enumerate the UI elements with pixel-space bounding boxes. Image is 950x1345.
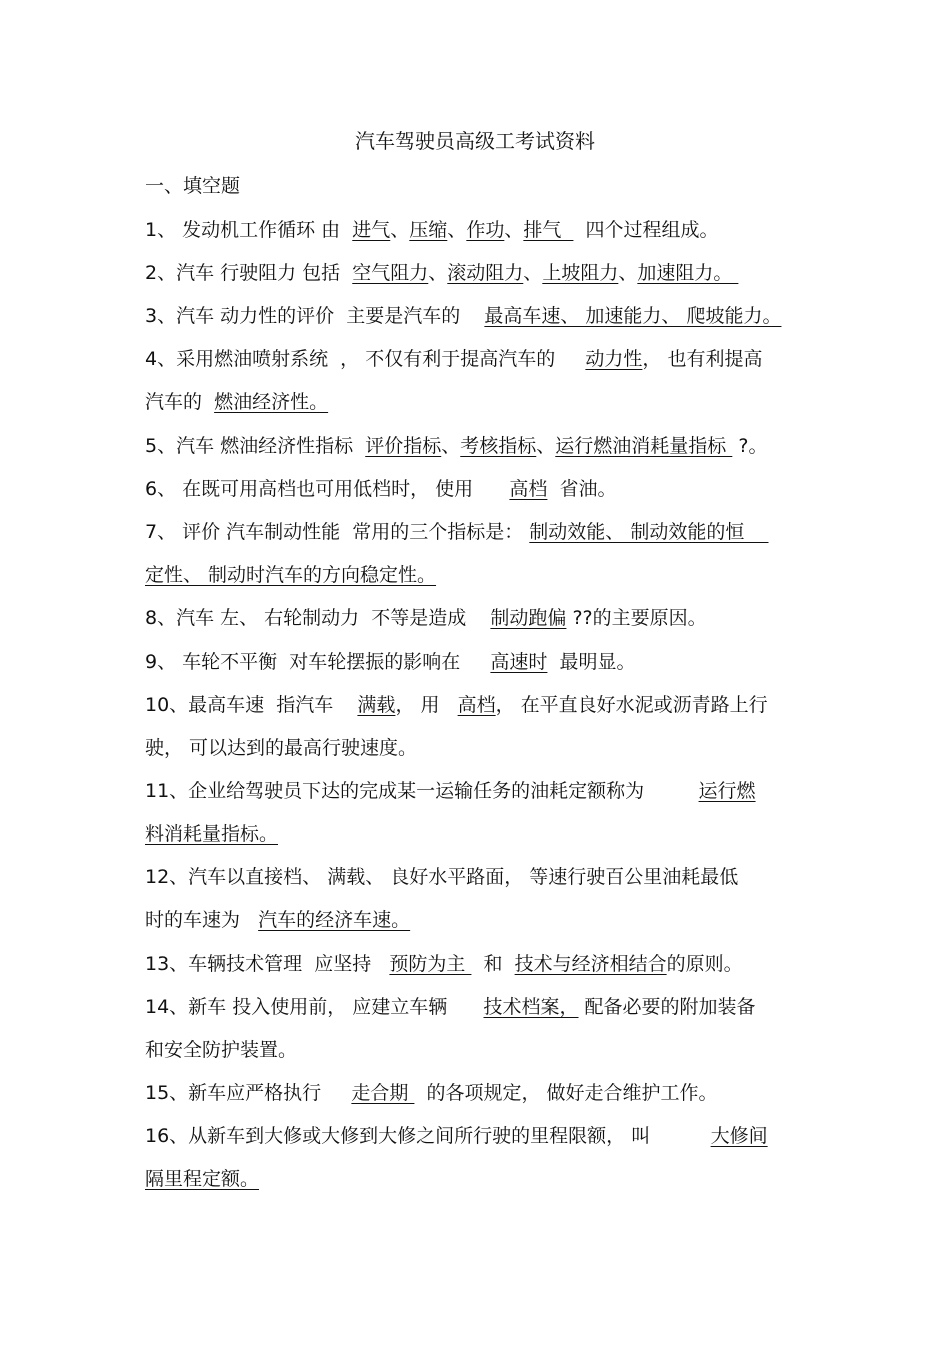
q6-text: 省油。	[547, 478, 617, 500]
q7-text: 7、 评价 汽车制动性能 常用的三个指标是：	[145, 521, 530, 543]
q13-answer-1: 预防为主	[389, 953, 472, 975]
question-16	[145, 1122, 768, 1150]
q10-text: ， 用	[395, 694, 458, 716]
q5-answer-3: 运行燃油消耗量指标	[555, 435, 733, 457]
question-11-cont	[145, 820, 278, 848]
q1-answer-3: 作功	[466, 219, 505, 241]
q6-answer: 高档	[509, 478, 548, 500]
question-3	[145, 302, 781, 330]
question-14	[145, 993, 756, 1021]
question-8	[145, 604, 707, 632]
q1-sep: 、	[447, 219, 467, 241]
q13-text: 的原则。	[666, 953, 743, 975]
q4-text: ， 也有利提高	[642, 348, 763, 370]
q1-sep: 、	[504, 219, 524, 241]
q5-answer-1: 评价指标	[365, 435, 442, 457]
q4-answer-1: 动力性	[585, 348, 643, 370]
question-13	[145, 950, 743, 978]
question-4	[145, 345, 762, 373]
question-11	[145, 777, 756, 805]
question-6	[145, 475, 617, 503]
q9-text: 9、 车轮不平衡 对车轮摆振的影响在	[145, 651, 491, 673]
q2-text: 2、汽车 行驶阻力 包括	[145, 262, 353, 284]
q3-answer: 最高车速、 加速能力、 爬坡能力。	[484, 305, 782, 327]
q16-text: 16、从新车到大修或大修到大修之间所行驶的里程限额， 叫	[145, 1125, 711, 1147]
q2-answer-1: 空气阻力	[352, 262, 429, 284]
q14-answer: 技术档案，	[483, 996, 579, 1018]
q5-answer-2: 考核指标	[460, 435, 537, 457]
q7-answer-cont: 定性、 制动时汽车的方向稳定性。	[145, 564, 437, 586]
question-10	[145, 691, 768, 719]
q10-answer-1: 满载	[357, 694, 396, 716]
question-12-cont	[145, 906, 410, 934]
q16-answer: 大修间	[710, 1125, 768, 1147]
q2-sep: 、	[618, 262, 638, 284]
q10-text: 10、最高车速 指汽车	[145, 694, 358, 716]
q15-answer: 走合期	[351, 1082, 415, 1104]
q1-answer-2: 压缩	[409, 219, 448, 241]
q13-text: 13、车辆技术管理 应坚持	[145, 953, 390, 975]
q12-answer: 汽车的经济车速。	[258, 909, 411, 931]
q10-answer-2: 高档	[457, 694, 496, 716]
q11-answer: 运行燃	[698, 780, 756, 802]
q14-text: 配备必要的附加装备	[578, 996, 756, 1018]
q4-text: 4、采用燃油喷射系统 ， 不仅有利于提高汽车的	[145, 348, 586, 370]
q10-text: ， 在平直良好水泥或沥青路上行	[495, 694, 768, 716]
question-5	[145, 432, 767, 460]
question-12: 12、汽车以直接档、 满载、 良好水平路面， 等速行驶百公里油耗最低	[145, 866, 739, 888]
question-14-cont: 和安全防护装置。	[145, 1039, 298, 1061]
q11-answer-cont: 料消耗量指标。	[145, 823, 279, 845]
q13-answer-2: 技术与经济相结合	[514, 953, 667, 975]
q1-answer-1: 进气	[352, 219, 391, 241]
q15-text: 的各项规定， 做好走合维护工作。	[414, 1082, 718, 1104]
q1-text: 四个过程组成。	[573, 219, 719, 241]
q2-answer-2: 滚动阻力	[447, 262, 524, 284]
q6-text: 6、 在既可用高档也可用低档时， 使用	[145, 478, 510, 500]
document-title: 汽车驾驶员高级工考试资料	[355, 129, 595, 153]
q5-sep: 、	[536, 435, 556, 457]
q4-text: 汽车的	[145, 391, 215, 413]
q14-text: 14、新车 投入使用前， 应建立车辆	[145, 996, 484, 1018]
question-15	[145, 1079, 718, 1107]
q5-text: ?。	[732, 435, 768, 457]
section-heading: 一、填空题	[145, 175, 241, 197]
q11-text: 11、企业给驾驶员下达的完成某一运输任务的油耗定额称为	[145, 780, 699, 802]
q8-text: 8、汽车 左、 右轮制动力 不等是造成	[145, 607, 491, 629]
q1-text: 1、 发动机工作循环 由	[145, 219, 353, 241]
q2-sep: 、	[428, 262, 448, 284]
q2-sep: 、	[523, 262, 543, 284]
q15-text: 15、新车应严格执行	[145, 1082, 352, 1104]
q3-text: 3、汽车 动力性的评价 主要是汽车的	[145, 305, 485, 327]
q13-text: 和	[471, 953, 515, 975]
q8-answer: 制动跑偏	[490, 607, 567, 629]
q1-answer-4: 排气	[523, 219, 574, 241]
question-7	[145, 518, 769, 546]
question-7-cont	[145, 561, 436, 589]
q8-text: ??的主要原因。	[566, 607, 707, 629]
q5-text: 5、汽车 燃油经济性指标	[145, 435, 366, 457]
q7-answer: 制动效能、 制动效能的恒	[529, 521, 769, 543]
q4-answer-2: 燃油经济性。	[214, 391, 329, 413]
q2-answer-4: 加速阻力。	[637, 262, 739, 284]
q9-answer: 高速时	[490, 651, 548, 673]
question-1	[145, 216, 719, 244]
question-16-cont	[145, 1165, 259, 1193]
question-2	[145, 259, 738, 287]
q12-text: 时的车速为	[145, 909, 259, 931]
question-9	[145, 648, 636, 676]
q9-text: 最明显。	[547, 651, 636, 673]
q1-sep: 、	[390, 219, 410, 241]
q5-sep: 、	[441, 435, 461, 457]
q2-answer-3: 上坡阻力	[542, 262, 619, 284]
question-10-cont: 驶， 可以达到的最高行驶速度。	[145, 737, 418, 759]
question-4-cont	[145, 388, 328, 416]
q16-answer-cont: 隔里程定额。	[145, 1168, 260, 1190]
